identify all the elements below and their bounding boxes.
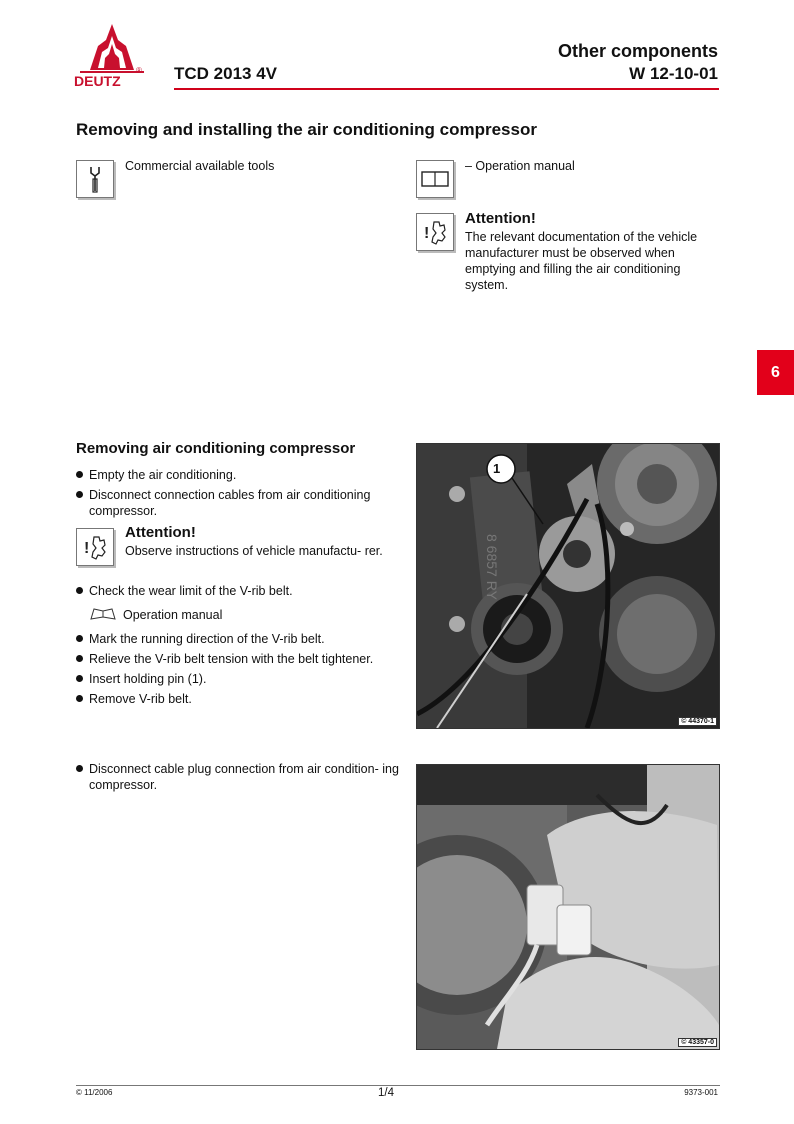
figure-id: © 44370-1 — [678, 717, 717, 726]
belt-tightener-photo — [416, 443, 720, 729]
wrench-icon — [76, 160, 114, 198]
engine-model: TCD 2013 4V — [174, 64, 277, 83]
attention-title: Attention! — [125, 524, 196, 541]
steps-list-b — [76, 583, 396, 599]
step-item: Empty the air conditioning. — [76, 467, 396, 483]
attention-title: Attention! — [465, 210, 536, 227]
footer-divider — [76, 1085, 720, 1086]
step-item: Disconnect cable plug connection from air condition- ing compressor. — [76, 761, 400, 793]
header-code: W 12-10-01 — [629, 64, 718, 83]
footer-doc-number: 9373-001 — [684, 1088, 718, 1097]
operation-manual-ref: – Operation manual — [465, 159, 575, 173]
steps-list-d — [76, 761, 400, 793]
svg-text:!: ! — [84, 540, 90, 557]
step-item: Insert holding pin (1). — [76, 671, 406, 687]
steps-list-c — [76, 631, 406, 707]
step-item: Mark the running direction of the V-rib belt. — [76, 631, 406, 647]
logo-registered-mark: ® — [136, 66, 142, 75]
page-number: 1/4 — [378, 1087, 394, 1099]
step-item: Remove V-rib belt. — [76, 691, 406, 707]
book-icon — [416, 160, 454, 198]
figure-id: © 43357-0 — [678, 1038, 717, 1047]
attention-text: The relevant documentation of the vehicle manufacturer must be observed when emptying and filling the air conditioning system. — [465, 230, 698, 292]
callout-number: 1 — [493, 461, 501, 476]
tools-text: Commercial available tools — [125, 159, 275, 173]
step-item: Check the wear limit of the V-rib belt. — [76, 583, 396, 599]
section-title: Removing air conditioning compressor — [76, 440, 356, 457]
steps-list-a — [76, 467, 396, 519]
attention-icon — [76, 528, 114, 566]
logo-text: DEUTZ — [74, 73, 121, 89]
header-divider — [174, 88, 719, 90]
attention-icon — [416, 213, 454, 251]
open-book-icon — [89, 607, 117, 626]
header-title: Other components — [557, 41, 718, 61]
attention-text: Observe instructions of vehicle manufactu- rer. — [125, 544, 383, 558]
chapter-tab[interactable]: 6 — [757, 350, 794, 395]
svg-text:8 6857 RY: 8 6857 RY — [484, 534, 500, 600]
page-title: Removing and installing the air conditioning compressor — [76, 120, 537, 139]
step-item: Disconnect connection cables from air conditioning compressor. — [76, 487, 396, 519]
footer-date: © 11/2006 — [76, 1088, 113, 1097]
operation-manual-ref: Operation manual — [123, 608, 223, 622]
step-item: Relieve the V-rib belt tension with the belt tightener. — [76, 651, 406, 667]
svg-text:!: ! — [424, 225, 430, 242]
cable-plug-photo — [416, 764, 720, 1050]
